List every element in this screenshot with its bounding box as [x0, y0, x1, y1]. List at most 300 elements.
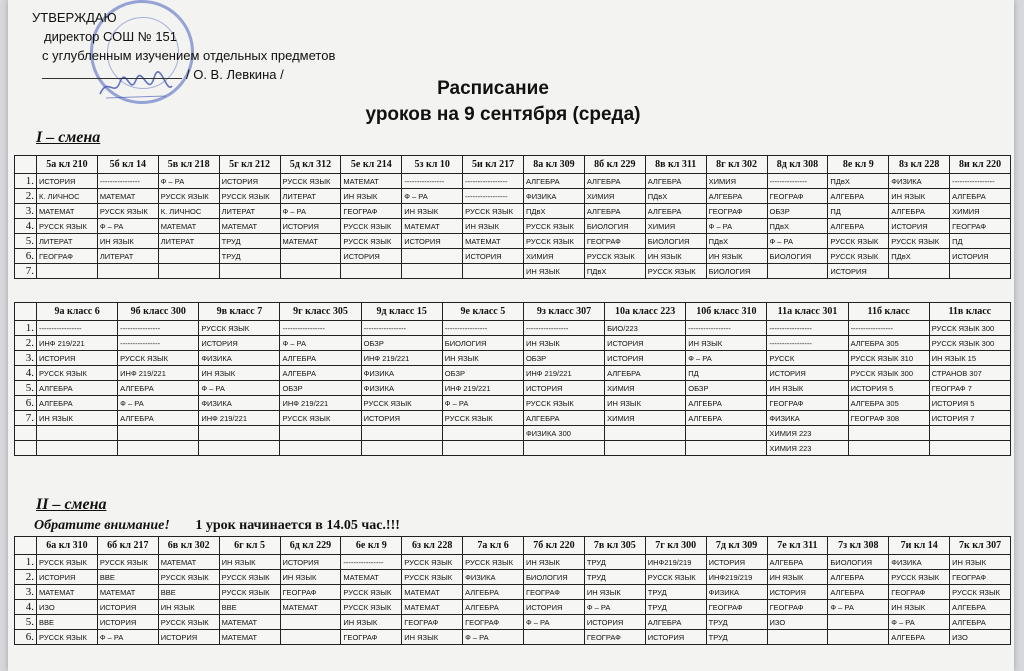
lesson-cell: МАТЕМАТ: [97, 189, 158, 204]
lesson-cell: ГЕОГРАФ: [889, 585, 950, 600]
lesson-cell: ИН ЯЗЫК: [219, 555, 280, 570]
lesson-cell: РУССК ЯЗЫК: [524, 234, 585, 249]
lesson-cell: [929, 426, 1010, 441]
header-row: [15, 537, 1011, 555]
lesson-number: 3.: [15, 585, 37, 600]
lesson-number: [15, 426, 37, 441]
lesson-cell: Ф – РА: [584, 600, 645, 615]
lesson-cell: АЛГЕБРА: [950, 600, 1011, 615]
lesson-cell: Ф – РА: [442, 396, 523, 411]
signature-line: [42, 78, 182, 79]
lesson-cell: МАТЕМАТ: [37, 204, 98, 219]
lesson-cell: ЛИТЕРАТ: [219, 204, 280, 219]
class-header: 7д кл 309: [706, 537, 767, 555]
class-header: 9г класс 305: [280, 303, 361, 321]
lesson-cell: ГЕОГРАФ 308: [848, 411, 929, 426]
lesson-cell: ПДвХ: [584, 264, 645, 279]
lesson-cell: -----------------: [950, 174, 1011, 189]
lesson-cell: АЛГЕБРА: [463, 585, 524, 600]
class-header: 8з кл 228: [889, 156, 950, 174]
lesson-cell: ИСТОРИЯ: [463, 249, 524, 264]
lesson-cell: [37, 264, 98, 279]
lesson-cell: РУССК ЯЗЫК: [341, 600, 402, 615]
lesson-cell: ИСТОРИЯ: [158, 630, 219, 645]
lesson-cell: АЛГЕБРА: [828, 219, 889, 234]
lesson-number: 5.: [15, 381, 37, 396]
lesson-cell: ИН ЯЗЫК: [524, 555, 585, 570]
lesson-cell: ИН ЯЗЫК: [97, 234, 158, 249]
lesson-cell: МАТЕМАТ: [219, 630, 280, 645]
lesson-cell: ----------------: [118, 336, 199, 351]
lesson-cell: ФИЗИКА: [767, 411, 848, 426]
lesson-cell: -----------------: [767, 336, 848, 351]
lesson-cell: -----------------: [37, 321, 118, 336]
lesson-cell: МАТЕМАТ: [219, 615, 280, 630]
class-header: 7и кл 14: [889, 537, 950, 555]
lesson-cell: ВВЕ: [97, 570, 158, 585]
lesson-cell: РУССК ЯЗЫК: [645, 570, 706, 585]
lesson-cell: ИСТОРИЯ: [280, 555, 341, 570]
lesson-cell: [686, 426, 767, 441]
class-header: 9а класс 6: [37, 303, 118, 321]
lesson-cell: МАТЕМАТ: [158, 555, 219, 570]
lesson-cell: РУССК ЯЗЫК: [645, 264, 706, 279]
lesson-cell: РУССК ЯЗЫК: [463, 204, 524, 219]
class-header: 8е кл 9: [828, 156, 889, 174]
class-header: 6е кл 9: [341, 537, 402, 555]
lesson-cell: РУССК ЯЗЫК: [219, 585, 280, 600]
lesson-cell: РУССК ЯЗЫК: [584, 249, 645, 264]
lesson-cell: ИСТОРИЯ: [767, 585, 828, 600]
approval-position: директор СОШ № 151: [44, 29, 178, 44]
class-header: 7г кл 300: [645, 537, 706, 555]
lesson-cell: АЛГЕБРА: [950, 615, 1011, 630]
lesson-cell: ГЕОГРАФ: [341, 630, 402, 645]
lesson-cell: ИН ЯЗЫК: [280, 570, 341, 585]
lesson-cell: ГЕОГРАФ: [280, 585, 341, 600]
class-header: 5а кл 210: [37, 156, 98, 174]
lesson-cell: ГЕОГРАФ: [706, 600, 767, 615]
lesson-cell: [463, 264, 524, 279]
lesson-cell: ИН ЯЗЫК: [402, 630, 463, 645]
lesson-cell: [118, 426, 199, 441]
lesson-row: [15, 555, 1011, 570]
lesson-cell: АЛГЕБРА: [37, 396, 118, 411]
lesson-cell: ПДвХ: [706, 234, 767, 249]
lesson-cell: ИНФ219/219: [645, 555, 706, 570]
lesson-row: [15, 204, 1011, 219]
lesson-cell: ИНФ 219/221: [442, 381, 523, 396]
lesson-cell: ГЕОГРАФ 7: [929, 381, 1010, 396]
class-header: 5е кл 214: [341, 156, 402, 174]
lesson-row: [15, 249, 1011, 264]
lesson-cell: АЛГЕБРА: [645, 615, 706, 630]
lesson-cell: ИН ЯЗЫК: [767, 381, 848, 396]
lesson-cell: ИН ЯЗЫК: [524, 264, 585, 279]
lesson-cell: РУССК ЯЗЫК: [402, 570, 463, 585]
lesson-cell: ТРУД: [645, 600, 706, 615]
lesson-cell: ХИМИЯ: [950, 204, 1011, 219]
lesson-number: 6.: [15, 630, 37, 645]
lesson-row: [15, 366, 1011, 381]
lesson-row: [15, 336, 1011, 351]
lesson-cell: [402, 249, 463, 264]
schedule-sheet: [8, 0, 1014, 671]
lesson-number: 1.: [15, 174, 37, 189]
lesson-cell: -----------------: [767, 321, 848, 336]
shift2-label: II – смена: [36, 496, 107, 513]
lesson-cell: РУССК ЯЗЫК: [402, 555, 463, 570]
lesson-cell: ИЗО: [950, 630, 1011, 645]
lesson-cell: Ф – РА: [686, 351, 767, 366]
class-header: 8а кл 309: [524, 156, 585, 174]
lesson-cell: ИСТОРИЯ: [37, 570, 98, 585]
lesson-cell: ИСТОРИЯ: [199, 336, 280, 351]
lesson-cell: ИН ЯЗЫК: [523, 336, 604, 351]
lesson-cell: ФИЗИКА: [889, 174, 950, 189]
lesson-number: 7.: [15, 264, 37, 279]
schedule-table-shift2: [14, 536, 1011, 645]
lesson-cell: РУССК ЯЗЫК: [118, 351, 199, 366]
lesson-cell: [929, 441, 1010, 456]
lesson-cell: [280, 426, 361, 441]
lesson-cell: АЛГЕБРА: [706, 189, 767, 204]
approval-school: с углубленным изучением отдельных предметов: [42, 48, 336, 63]
lesson-cell: ОБЗР: [523, 351, 604, 366]
class-header: 6в кл 302: [158, 537, 219, 555]
lesson-cell: РУССК ЯЗЫК: [950, 585, 1011, 600]
class-header: 8г кл 302: [706, 156, 767, 174]
lesson-cell: РУССК ЯЗЫК 300: [848, 366, 929, 381]
lesson-cell: ТРУД: [219, 234, 280, 249]
lesson-cell: [605, 441, 686, 456]
lesson-cell: Ф – РА: [158, 174, 219, 189]
lesson-cell: ИНФ 219/221: [199, 411, 280, 426]
lesson-row: [15, 630, 1011, 645]
lesson-cell: ХИМИЯ 223: [767, 426, 848, 441]
lesson-cell: ФИЗИКА: [199, 351, 280, 366]
lesson-cell: ИСТОРИЯ: [706, 555, 767, 570]
lesson-cell: Ф – РА: [767, 234, 828, 249]
lesson-cell: БИОЛОГИЯ: [828, 555, 889, 570]
approval-signer: / О. В. Левкина /: [186, 67, 284, 82]
lesson-cell: ИН ЯЗЫК: [767, 570, 828, 585]
lesson-number: 4.: [15, 219, 37, 234]
lesson-cell: ИНФ219/219: [706, 570, 767, 585]
lesson-cell: ГЕОГРАФ: [584, 630, 645, 645]
class-header: 9б класс 300: [118, 303, 199, 321]
class-header: 5и кл 217: [463, 156, 524, 174]
lesson-cell: Ф – РА: [118, 396, 199, 411]
lesson-cell: ИСТОРИЯ 5: [848, 381, 929, 396]
class-header: 10б класс 310: [686, 303, 767, 321]
lesson-cell: МАТЕМАТ: [280, 234, 341, 249]
class-header: 6б кл 217: [97, 537, 158, 555]
lesson-cell: РУССК ЯЗЫК: [97, 555, 158, 570]
lesson-cell: ГЕОГРАФ: [463, 615, 524, 630]
lesson-cell: [848, 441, 929, 456]
approval-word: УТВЕРЖДАЮ: [32, 10, 117, 25]
header-corner: [15, 303, 37, 321]
class-header: 11б класс: [848, 303, 929, 321]
lesson-cell: РУССК ЯЗЫК: [280, 411, 361, 426]
class-header: 5з кл 10: [402, 156, 463, 174]
class-header: 7з кл 308: [828, 537, 889, 555]
lesson-cell: ФИЗИКА: [199, 396, 280, 411]
lesson-cell: ПД: [828, 204, 889, 219]
lesson-cell: РУССК ЯЗЫК: [442, 411, 523, 426]
lesson-cell: АЛГЕБРА: [118, 411, 199, 426]
lesson-cell: [280, 441, 361, 456]
lesson-cell: Ф – РА: [828, 600, 889, 615]
lesson-cell: РУССК ЯЗЫК: [219, 570, 280, 585]
lesson-cell: ГЕОГРАФ: [950, 219, 1011, 234]
lesson-row: [15, 174, 1011, 189]
lesson-cell: ИНФ 219/221: [361, 351, 442, 366]
lesson-cell: ИН ЯЗЫК: [341, 189, 402, 204]
lesson-cell: ИН ЯЗЫК: [605, 396, 686, 411]
lesson-cell: [524, 630, 585, 645]
class-header: 7е кл 311: [767, 537, 828, 555]
schedule-table-shift1: [14, 155, 1011, 279]
lesson-cell: [767, 264, 828, 279]
lesson-cell: ИСТОРИЯ: [97, 615, 158, 630]
lesson-cell: ИН ЯЗЫК: [584, 585, 645, 600]
lesson-cell: ЛИТЕРАТ: [158, 234, 219, 249]
lesson-number: 5.: [15, 615, 37, 630]
lesson-row: [15, 411, 1011, 426]
header-row: [15, 156, 1011, 174]
lesson-cell: [280, 630, 341, 645]
lesson-cell: РУССК ЯЗЫК: [828, 249, 889, 264]
class-header: 8в кл 311: [645, 156, 706, 174]
lesson-number: 1.: [15, 555, 37, 570]
lesson-cell: [442, 441, 523, 456]
lesson-cell: АЛГЕБРА: [280, 366, 361, 381]
lesson-cell: [280, 264, 341, 279]
lesson-cell: АЛГЕБРА: [828, 189, 889, 204]
lesson-cell: ИСТОРИЯ: [828, 264, 889, 279]
lesson-cell: ---------------: [767, 174, 828, 189]
lesson-number: 3.: [15, 204, 37, 219]
lesson-number: 3.: [15, 351, 37, 366]
lesson-row: [15, 441, 1011, 456]
lesson-cell: [828, 630, 889, 645]
lesson-cell: ИЗО: [37, 600, 98, 615]
lesson-cell: АЛГЕБРА: [828, 570, 889, 585]
lesson-cell: МАТЕМАТ: [402, 600, 463, 615]
lesson-row: [15, 585, 1011, 600]
lesson-cell: АЛГЕБРА: [686, 411, 767, 426]
lesson-cell: -----------------: [848, 321, 929, 336]
lesson-cell: Ф – РА: [97, 630, 158, 645]
lesson-cell: ФИЗИКА: [524, 189, 585, 204]
lesson-cell: МАТЕМАТ: [158, 219, 219, 234]
lesson-cell: БИОЛОГИЯ: [442, 336, 523, 351]
lesson-cell: РУССК ЯЗЫК: [158, 189, 219, 204]
lesson-cell: ПДвХ: [889, 249, 950, 264]
class-header: 5б кл 14: [97, 156, 158, 174]
lesson-row: [15, 189, 1011, 204]
lesson-cell: ГЕОГРАФ: [402, 615, 463, 630]
lesson-cell: ФИЗИКА 300: [523, 426, 604, 441]
lesson-cell: РУССК ЯЗЫК: [37, 219, 98, 234]
lesson-cell: ----------------: [402, 174, 463, 189]
lesson-cell: Ф – РА: [463, 630, 524, 645]
notice: [34, 518, 400, 534]
lesson-cell: ИН ЯЗЫК: [463, 219, 524, 234]
lesson-cell: АЛГЕБРА: [584, 174, 645, 189]
lesson-cell: [361, 441, 442, 456]
lesson-cell: Ф – РА: [889, 615, 950, 630]
lesson-cell: ИСТОРИЯ: [280, 219, 341, 234]
lesson-cell: ЛИТЕРАТ: [97, 249, 158, 264]
class-header: 6а кл 310: [37, 537, 98, 555]
lesson-cell: ХИМИЯ: [584, 189, 645, 204]
lesson-cell: ИСТОРИЯ: [219, 174, 280, 189]
lesson-cell: [280, 249, 341, 264]
lesson-cell: РУССК ЯЗЫК: [889, 570, 950, 585]
lesson-cell: ХИМИЯ: [605, 381, 686, 396]
lesson-cell: ХИМИЯ 223: [767, 441, 848, 456]
header-corner: [15, 537, 37, 555]
lesson-cell: ФИЗИКА: [706, 585, 767, 600]
lesson-cell: ТРУД: [584, 555, 645, 570]
lesson-cell: ИН ЯЗЫК: [199, 366, 280, 381]
notice-attention: Обратите внимание!: [34, 518, 170, 533]
lesson-row: [15, 321, 1011, 336]
lesson-cell: [605, 426, 686, 441]
lesson-cell: ОБЗР: [767, 204, 828, 219]
lesson-cell: ИСТОРИЯ: [889, 219, 950, 234]
lesson-cell: ТРУД: [219, 249, 280, 264]
lesson-cell: РУССК ЯЗЫК: [463, 555, 524, 570]
lesson-cell: МАТЕМАТ: [280, 600, 341, 615]
lesson-cell: АЛГЕБРА: [889, 630, 950, 645]
class-header: 11в класс: [929, 303, 1010, 321]
lesson-cell: РУССК ЯЗЫК: [37, 555, 98, 570]
lesson-cell: Ф – РА: [524, 615, 585, 630]
lesson-cell: ХИМИЯ: [524, 249, 585, 264]
lesson-cell: ХИМИЯ: [645, 219, 706, 234]
class-header: 10а класс 223: [605, 303, 686, 321]
lesson-cell: АЛГЕБРА 305: [848, 396, 929, 411]
lesson-cell: ГЕОГРАФ: [341, 204, 402, 219]
lesson-cell: [219, 264, 280, 279]
lesson-cell: ТРУД: [706, 630, 767, 645]
lesson-cell: -----------------: [523, 321, 604, 336]
lesson-cell: [767, 630, 828, 645]
lesson-cell: ХИМИЯ: [605, 411, 686, 426]
lesson-cell: АЛГЕБРА: [584, 204, 645, 219]
lesson-cell: К. ЛИЧНОС: [37, 189, 98, 204]
lesson-cell: ЛИТЕРАТ: [37, 234, 98, 249]
lesson-cell: ----------------: [341, 555, 402, 570]
class-header: 7к кл 307: [950, 537, 1011, 555]
lesson-cell: -----------------: [463, 189, 524, 204]
class-header: 11а класс 301: [767, 303, 848, 321]
lesson-cell: ГЕОГРАФ: [767, 189, 828, 204]
lesson-cell: ПДвХ: [645, 189, 706, 204]
lesson-cell: [37, 441, 118, 456]
lesson-cell: ФИЗИКА: [361, 381, 442, 396]
lesson-cell: БИОЛОГИЯ: [706, 264, 767, 279]
lesson-cell: БИОЛОГИЯ: [645, 234, 706, 249]
shift1-label: I – смена: [36, 129, 101, 146]
lesson-row: [15, 219, 1011, 234]
lesson-number: 5.: [15, 234, 37, 249]
lesson-row: [15, 234, 1011, 249]
lesson-cell: МАТЕМАТ: [402, 219, 463, 234]
class-header: 9е класс 5: [442, 303, 523, 321]
lesson-cell: ИНФ 219/221: [280, 396, 361, 411]
lesson-row: [15, 396, 1011, 411]
lesson-cell: МАТЕМАТ: [341, 174, 402, 189]
lesson-row: [15, 615, 1011, 630]
lesson-cell: ОБЗР: [361, 336, 442, 351]
lesson-cell: АЛГЕБРА: [889, 204, 950, 219]
lesson-cell: [889, 264, 950, 279]
approval-block: [32, 8, 335, 84]
lesson-cell: ГЕОГРАФ: [37, 249, 98, 264]
lesson-cell: ИСТОРИЯ: [37, 174, 98, 189]
lesson-cell: АЛГЕБРА: [828, 585, 889, 600]
lesson-cell: Ф – РА: [706, 219, 767, 234]
lesson-cell: РУССК ЯЗЫК: [280, 174, 341, 189]
class-header: 8д кл 308: [767, 156, 828, 174]
class-header: 5в кл 218: [158, 156, 219, 174]
lesson-cell: ИН ЯЗЫК: [889, 600, 950, 615]
lesson-number: 4.: [15, 366, 37, 381]
lesson-cell: ПД: [686, 366, 767, 381]
lesson-cell: ИН ЯЗЫК: [402, 204, 463, 219]
lesson-cell: -----------------: [280, 321, 361, 336]
lesson-cell: ИН ЯЗЫК: [686, 336, 767, 351]
lesson-cell: ИН ЯЗЫК: [645, 249, 706, 264]
lesson-cell: БИОЛОГИЯ: [524, 570, 585, 585]
lesson-number: 7.: [15, 411, 37, 426]
lesson-cell: РУССК ЯЗЫК: [523, 396, 604, 411]
lesson-number: 6.: [15, 249, 37, 264]
lesson-cell: РУССК ЯЗЫК: [341, 219, 402, 234]
lesson-number: 2.: [15, 336, 37, 351]
lesson-cell: -----------------: [442, 321, 523, 336]
lesson-number: 2.: [15, 189, 37, 204]
lesson-cell: ИНФ 219/221: [523, 366, 604, 381]
lesson-cell: ИН ЯЗЫК: [889, 189, 950, 204]
lesson-cell: ----------------: [118, 321, 199, 336]
lesson-cell: ПД: [950, 234, 1011, 249]
lesson-cell: Ф – РА: [280, 204, 341, 219]
lesson-row: [15, 600, 1011, 615]
header-row: [15, 303, 1011, 321]
lesson-cell: -----------------: [463, 174, 524, 189]
lesson-cell: АЛГЕБРА: [950, 189, 1011, 204]
schedule-table-shift1-senior: [14, 302, 1011, 456]
lesson-cell: ГЕОГРАФ: [524, 585, 585, 600]
lesson-cell: РУССК ЯЗЫК: [828, 234, 889, 249]
lesson-cell: [37, 426, 118, 441]
page-title: Расписание: [437, 78, 549, 99]
lesson-cell: РУССК ЯЗЫК: [889, 234, 950, 249]
lesson-cell: БИО/223: [605, 321, 686, 336]
lesson-cell: -----------------: [686, 321, 767, 336]
lesson-cell: ИСТОРИЯ: [523, 381, 604, 396]
lesson-row: [15, 426, 1011, 441]
class-header: 6д кл 229: [280, 537, 341, 555]
class-header: 7а кл 6: [463, 537, 524, 555]
lesson-cell: РУССК ЯЗЫК: [97, 204, 158, 219]
